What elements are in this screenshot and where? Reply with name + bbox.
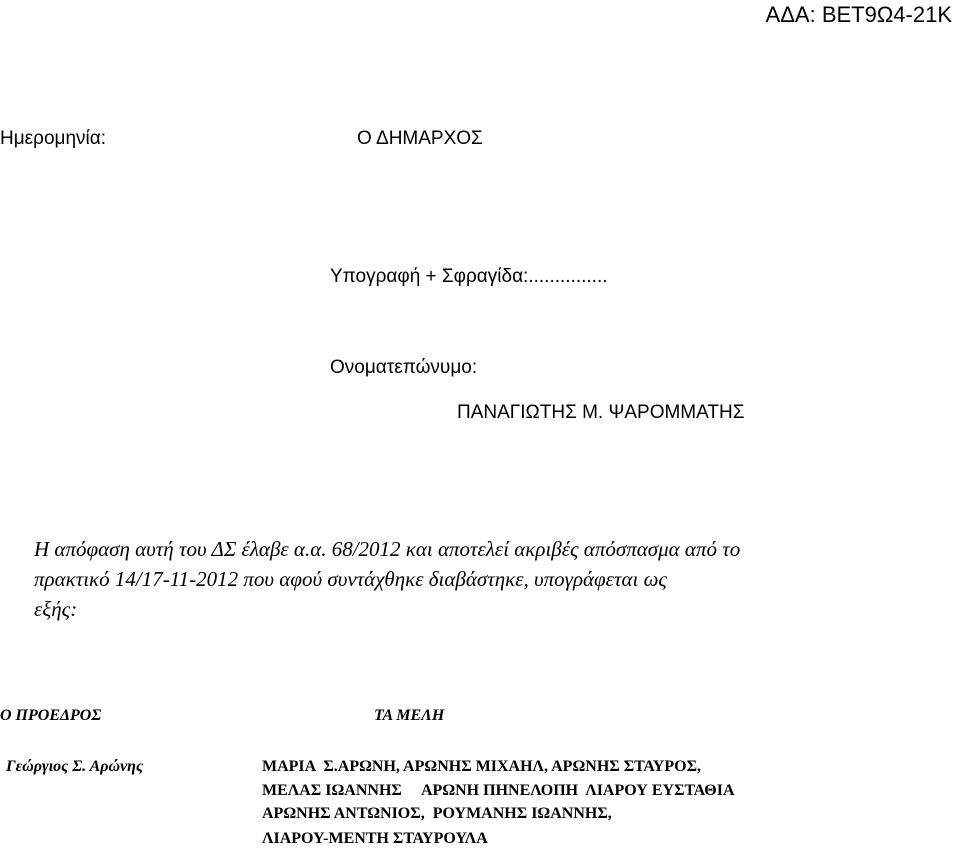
president-heading: Ο ΠΡΟΕΔΡΟΣ bbox=[0, 707, 102, 724]
paragraph-line: εξής: bbox=[34, 597, 78, 621]
certification-paragraph bbox=[34, 534, 934, 624]
president-name: Γεώργιος Σ. Αρώνης bbox=[6, 758, 144, 775]
members-list-line: ΛΙΑΡΟΥ-ΜΕΝΤΗ ΣΤΑΥΡΟΥΛΑ bbox=[262, 830, 488, 847]
full-name-label: Ονοματεπώνυμο: bbox=[330, 357, 478, 378]
members-list-line: ΑΡΩΝΗΣ ΑΝΤΩΝΙΟΣ, ΡΟΥΜΑΝΗΣ ΙΩΑΝΝΗΣ, bbox=[262, 805, 612, 822]
paragraph-line: Η απόφαση αυτή του ΔΣ έλαβε α.α. 68/2012 και αποτελεί ακριβές απόσπασμα από το bbox=[34, 537, 741, 561]
paragraph-line: πρακτικό 14/17-11-2012 που αφού συντάχθηκε διαβάστηκε, υπογράφεται ως bbox=[34, 567, 667, 591]
document-ada-code: ΑΔΑ: ΒΕΤ9Ω4-21Κ bbox=[765, 2, 952, 27]
mayor-title: Ο ΔΗΜΑΡΧΟΣ bbox=[357, 128, 483, 149]
members-heading: ΤΑ ΜΕΛΗ bbox=[374, 707, 445, 724]
members-list-line: ΜΕΛΑΣ ΙΩΑΝΝΗΣ ΑΡΩΝΗ ΠΗΝΕΛΟΠΗ ΛΙΑΡΟΥ ΕΥΣΤΑΘΙΑ bbox=[262, 782, 735, 799]
mayor-name: ΠΑΝΑΓΙΩΤΗΣ Μ. ΨΑΡΟΜΜΑΤΗΣ bbox=[457, 402, 745, 423]
signature-stamp-line: Υπογραφή + Σφραγίδα:............... bbox=[330, 266, 608, 287]
date-label: Ημερομηνία: bbox=[0, 128, 107, 149]
members-list-line: ΜΑΡΙΑ Σ.ΑΡΩΝΗ, ΑΡΩΝΗΣ ΜΙΧΑΗΛ, ΑΡΩΝΗΣ ΣΤΑΥΡΟΣ, bbox=[262, 758, 702, 775]
